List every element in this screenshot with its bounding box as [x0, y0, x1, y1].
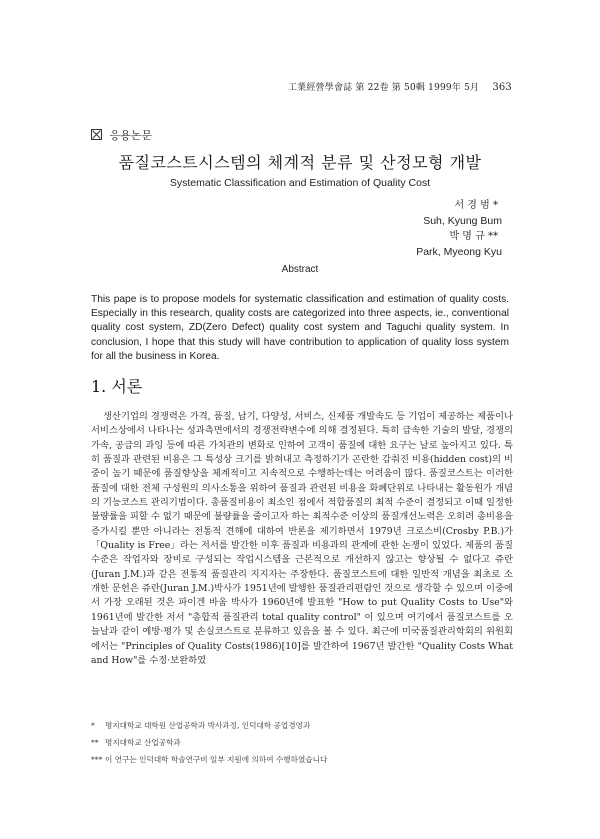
- title-english: Systematic Classification and Estimation of Quality Cost: [169, 177, 431, 189]
- crossed-box-icon: [91, 129, 102, 140]
- page-number: 363: [492, 82, 512, 93]
- footnotes: [91, 720, 511, 771]
- abstract-text: This pape is to propose models for systematic classification and estimation of quality costs. Especially in this research, quality costs are categorized into three aspects, ie., conventional quality cost system, ZD(Zero Defect) quality cost system and Taguchi quality system. In conclusion, I hope that this study will have contribution to application of quality loss system for all the business in Korea.: [91, 294, 509, 362]
- footnote-text: 명지대학교 산업공학과: [105, 738, 181, 747]
- author-2-korean: 박 명 규 **: [449, 231, 498, 242]
- footnote-text: 명지대학교 대학원 산업공학과 박사과정, 인덕대학 공업경영과: [105, 721, 311, 730]
- footnote: [91, 754, 511, 765]
- footnote-mark: **: [91, 738, 99, 747]
- introduction-paragraph: 생산기업의 경쟁력은 가격, 품질, 납기, 다양성, 서비스, 신제품 개발속도 등 기업이 제공하는 제품이나 서비스상에서 나타나는 성과측면에서의 경쟁전략변수에 의해 결정된다. 특히 급속한 기술의 발달, 경쟁의 가속, 공급의 과잉 등에 따른 가치관의 변화로 인하여 고객이 품질에 대한 요구는 날로 높아지고 있다. 특히 품질과 관련된 비용은 그 특성상 크기를 밝혀내고 측정하기가 곤란한 감춰진 비용(hidden cost)의 비중이 높기 때문에 품질향상을 체계적이고 지속적으로 수행하는데는 어려움이 많다. 품질코스트는 이러한 품질에 대한 전체 구성원의 의사소통을 위하여 품질과 관련된 비용을 화폐단위로 나타내는 활동원가 개념의 기능코스트 관리기법이다. 총품질비용이 최소인 점에서 적합품질의 최적 수준이 결정되고 이때 일정한 불량률을 피할 수 없기 때문에 불량률을 줄이고자 하는 최적수준 이상의 품질개선노력은 오히려 총비용을 증가시킬 뿐만 아니라는 전통적 견해에 대하여 반론을 제기하면서 1979년 크로스비(Crosby P.B.)가 「Quality is Free」라는 저서를 발간한 이후 품질과 비용과의 관계에 관한 논쟁이 있었다. 제품의 품질수준은 작업자와 장비로 구성되는 작업시스템을 근본적으로 개선하지 않고는 향상될 수 없다고 쥬란(Juran J.M.)과 같은 전통적 품질관리 지지자는 주장한다. 품질코스트에 대한 일반적 개념을 최초로 소개한 문헌은 쥬란(Juran J.M.)박사가 1951년에 발행한 품질관리편람인 것으로 생각할 수 있으며 이중에서 가장 오래된 것은 파이겐 바움 박사가 1960년에 발표한 "How to put Quality Costs to Use"와 1961년에 발간한 저서 "총합적 품질관리 total quality control" 이 있으며 여기에서 품질코스트를 오늘날과 같이 예방·평가 및 손실코스트로 분류하고 있음을 볼 수 있다. 최근에 미국품질관리학회의 위원회에서는 "Principles of Quality Costs(1986)[10]를 발간하여 1967년 발간한 "Quality Costs What and How"를 수정·보완하였: [91, 411, 513, 666]
- abstract-heading: Abstract: [281, 264, 319, 275]
- title-korean: 품질코스트시스템의 체계적 분류 및 산정모형 개발: [118, 153, 482, 172]
- journal-citation: 工業經營學會誌 第 22卷 第 50輯 1999年 5月: [287, 83, 480, 93]
- author-block: [262, 198, 502, 260]
- article-type-label: [91, 127, 152, 143]
- footnote: [91, 720, 511, 731]
- article-type-text: 응용논문: [109, 129, 153, 142]
- footnote-mark: *: [91, 721, 95, 730]
- footnote-text: 이 연구는 인덕대학 학술연구비 일부 지원에 의하여 수행하였습니다: [105, 755, 328, 764]
- footnote-mark: ***: [91, 755, 103, 764]
- footnote: [91, 737, 511, 748]
- running-header: [288, 80, 512, 93]
- author-2-english: Park, Myeong Kyu: [416, 245, 502, 258]
- author-1-korean: 서 경 범 *: [454, 200, 498, 211]
- section-heading-introduction: 1. 서론: [91, 377, 143, 396]
- author-1-english: Suh, Kyung Bum: [423, 214, 502, 227]
